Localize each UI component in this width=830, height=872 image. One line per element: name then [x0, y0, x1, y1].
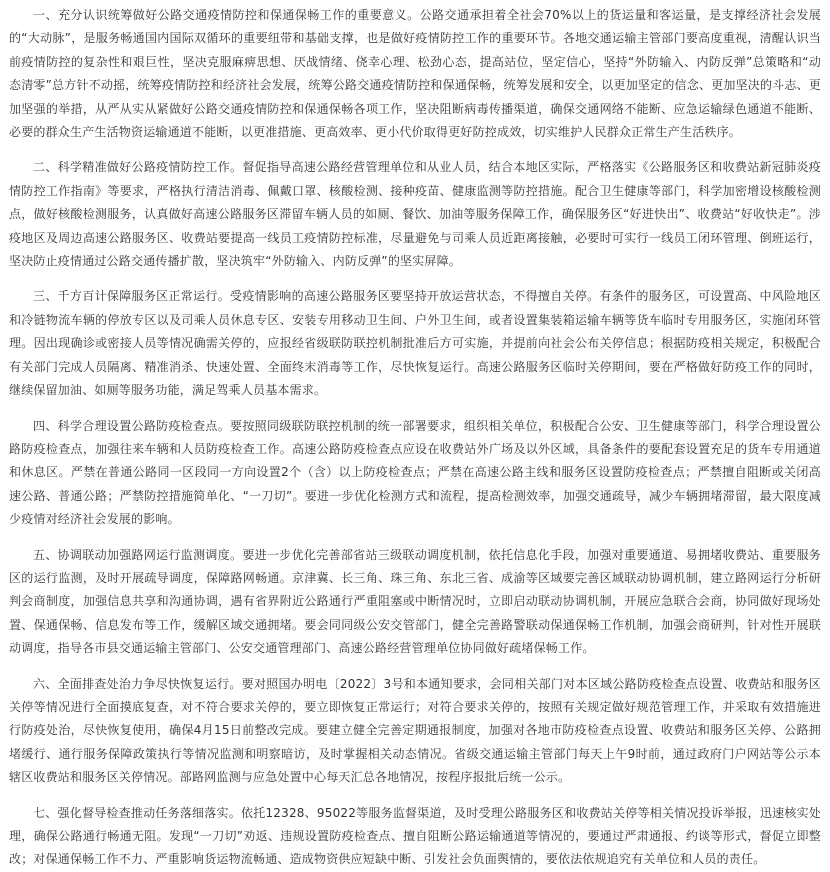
paragraph-1-significance: 一、充分认识统筹做好公路交通疫情防控和保通保畅工作的重要意义。公路交通承担着全社会70%以上的货运量和客运量，是支撑经济社会发展的“大动脉”，是服务畅通国内国际双循环的重要纽带和基础支撑，也是做好疫情防控工作的重要环节。各地交通运输主管部门要高度重视，清醒认识当前疫情防控的复杂性和艰巨性，坚决克服麻痹思想、厌战情绪、侥幸心理、松劲心态，提高站位，坚定信心，坚持“外防输入、内防反弹”总策略和“动态清零”总方针不动摇，统筹疫情防控和经济社会发展，统筹公路交通疫情防控和保通保畅，统筹发展和安全，以更加坚定的信念、更加坚决的斗志、更加坚强的举措，从严从实从紧做好公路交通疫情防控和保通保畅各项工作，坚决阻断病毒传播渠道，确保交通网络不能断、应急运输绿色通道不能断、必要的群众生产生活物资运输通道不能断，以更准措施、更高效率、更小代价取得更好防控成效，切实维护人民群众正常生产生活秩序。	[9, 8, 821, 140]
paragraph-6-inspection-recovery: 六、全面排查处治力争尽快恢复运行。要对照国办明电〔2022〕3号和本通知要求，会同相关部门对本区域公路防疫检查点设置、收费站和服务区关停等情况进行全面摸底复查，对不符合要求关停的，要立即恢复正常运行；对符合要求关停的，按照有关规定做好规范管理工作，并采取有效措施进行防疫处治，尽快恢复使用，确保4月15日前整改完成。要建立健全完善定期通报制度，加强对各地市防疫检查点设置、收费站和服务区关停、公路拥堵缓行、通行服务保障政策执行等情况监测和明察暗访，及时掌握相关动态情况。省级交通运输主管部门每天上午9时前，通过政府门户网站等公示本辖区收费站和服务区关停情况。部路网监测与应急处置中心每天汇总各地情况，按程序报批后统一公示。	[9, 676, 821, 785]
paragraph-2-epidemic-prevention: 二、科学精准做好公路疫情防控工作。督促指导高速公路经营管理单位和从业人员，结合本地区实际，严格落实《公路服务区和收费站新冠肺炎疫情防控工作指南》等要求，严格执行清洁消毒、佩戴口罩、核酸检测、接种疫苗、健康监测等防控措施。配合卫生健康等部门，科学加密增设核酸检测点，做好核酸检测服务，认真做好高速公路服务区滞留车辆人员的如厕、餐饮、加油等服务保障工作，确保服务区“好进快出”、收费站“好收快走”。涉疫地区及周边高速公路服务区、收费站要提高一线员工疫情防控标准，尽量避免与司乘人员近距离接触，必要时可实行一线员工闭环管理、倒班运行，坚决防止疫情通过公路交通传播扩散，坚决筑牢“外防输入、内防反弹”的坚实屏障。	[9, 160, 821, 269]
paragraph-3-service-area-operation: 三、千方百计保障服务区正常运行。受疫情影响的高速公路服务区要坚持开放运营状态，不得擅自关停。有条件的服务区，可设置高、中风险地区和冷链物流车辆的停放专区以及司乘人员休息专区、安装专用移动卫生间、户外卫生间，或者设置集装箱运输车辆等货车临时专用服务区，实施闭环管理。因出现确诊或密接人员等情况确需关停的，应报经省级联防联控机制批准后方可实施，并提前向社会公布关停信息；根据防疫相关规定，积极配合有关部门完成人员隔离、精准消杀、快速处置、全面终末消毒等工作，尽快恢复运行。高速公路服务区临时关停期间，要在严格做好防疫工作的同时，继续保留加油、如厕等服务功能，满足驾乘人员基本需求。	[9, 289, 821, 398]
paragraph-7-supervision: 七、强化督导检查推动任务落细落实。依托12328、95022等服务监督渠道，及时受理公路服务区和收费站关停等相关情况投诉举报，迅速核实处理，确保公路通行畅通无阻。发现“一刀切”劝返、违规设置防疫检查点、擅自阻断公路运输通道等情况的，要通过严肃通报、约谈等形式，督促立即整改；对保通保畅工作不力、严重影响货运物流畅通、造成物资供应短缺中断、引发社会负面舆情的，要依法依规追究有关单位和人员的责任。	[9, 805, 821, 867]
paragraph-4-checkpoint-setup: 四、科学合理设置公路防疫检查点。要按照同级联防联控机制的统一部署要求，组织相关单位，积极配合公安、卫生健康等部门，科学合理设置公路防疫检查点，加强往来车辆和人员防疫检查工作。高速公路防疫检查点应设在收费站外广场及以外区域，具备条件的要配套设置充足的货车专用通道和休息区。严禁在普通公路同一区段同一方向设置2个（含）以上防疫检查点；严禁在高速公路主线和服务区设置防疫检查点；严禁擅自阻断或关闭高速公路、普通公路；严禁防控措施简单化、“一刀切”。要进一步优化检测方式和流程，提高检测效率，加强交通疏导，减少车辆拥堵滞留，最大限度减少疫情对经济社会发展的影响。	[9, 418, 821, 527]
paragraph-5-network-monitoring: 五、协调联动加强路网运行监测调度。要进一步优化完善部省站三级联动调度机制，依托信息化手段，加强对重要通道、易拥堵收费站、重要服务区的运行监测，及时开展疏导调度，保障路网畅通。京津冀、长三角、珠三角、东北三省、成渝等区域要完善区域联动协调机制，建立路网运行分析研判会商制度，加强信息共享和沟通协调，遇有省界附近公路通行严重阻塞或中断情况时，立即启动联动协调机制，开展应急联合会商，协同做好现场处置、保通保畅、信息发布等工作，缓解区域交通拥堵。要会同同级公安交管部门，健全完善路警联动保通保畅工作机制，加强会商研判，针对性开展联动调度，指导各市县交通运输主管部门、公安交通管理部门、高速公路经营管理单位协同做好疏堵保畅工作。	[9, 547, 821, 656]
